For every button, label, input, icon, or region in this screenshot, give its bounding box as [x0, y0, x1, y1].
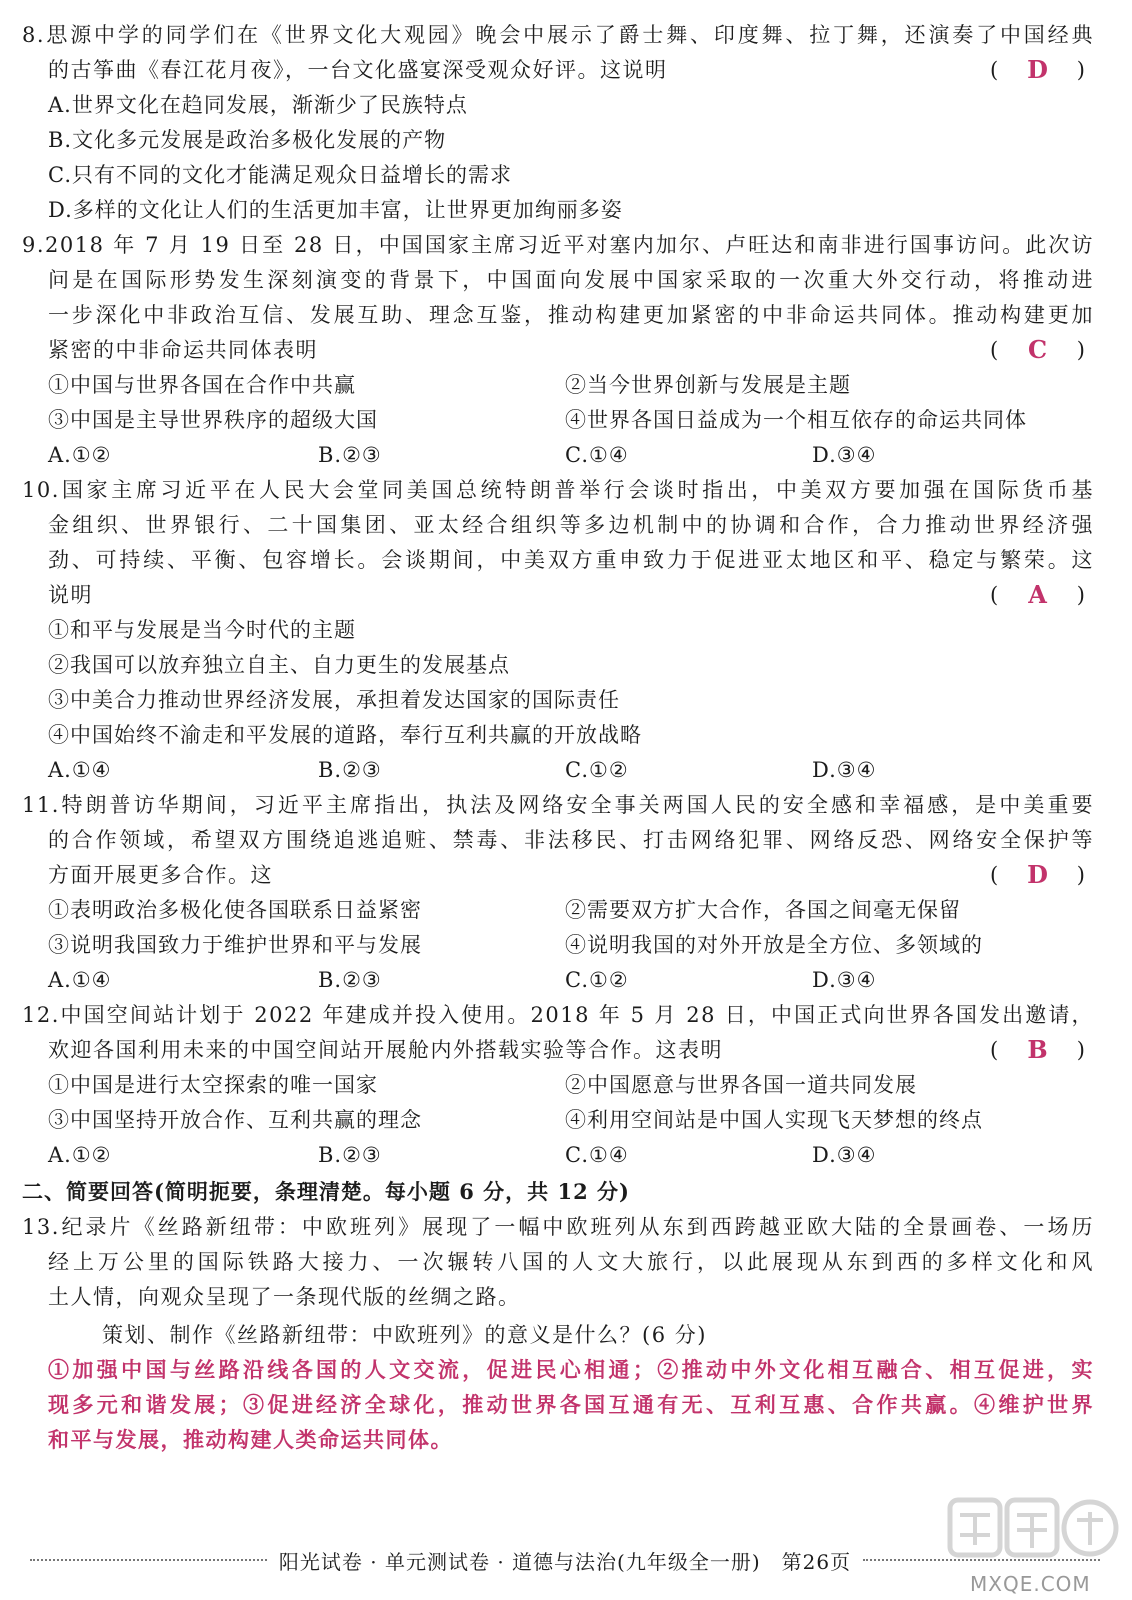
- q8-answer-letter: D: [1027, 55, 1048, 84]
- q12-item-2: ②中国愿意与世界各国一道共同发展: [565, 1073, 917, 1097]
- q12-item-1: ①中国是进行太空探索的唯一国家: [48, 1073, 378, 1097]
- q11-stem-line-3: 方面开展更多合作。这: [48, 863, 273, 887]
- paren-close: ): [1076, 583, 1085, 607]
- q13-answer-line-2: 现多元和谐发展；③促进经济全球化，推动世界各国互通有无、互利互惠、合作共赢。④维护世界: [48, 1392, 1094, 1417]
- q11-item-3: ③说明我国致力于维护世界和平与发展: [48, 933, 422, 957]
- paren-open: (: [990, 58, 999, 82]
- q12-item-4: ④利用空间站是中国人实现飞天梦想的终点: [565, 1108, 983, 1132]
- q9-stem-line-1: 9.2018 年 7 月 19 日至 28 日，中国国家主席习近平对塞内加尔、卢旺达和南非进行国事访问。此次访: [22, 233, 1094, 257]
- q12-choice-c: C.①④: [565, 1143, 629, 1167]
- q9-choice-d: D.③④: [812, 443, 877, 467]
- q10-item-3: ③中美合力推动世界经济发展，承担着发达国家的国际责任: [48, 688, 620, 712]
- q11-item-1: ①表明政治多极化使各国联系日益紧密: [48, 898, 422, 922]
- page-footer: [30, 1545, 1100, 1575]
- q10-answer-letter: A: [1028, 580, 1047, 609]
- q8-stem-line-2: 的古筝曲《春江花月夜》，一台文化盛宴深受观众好评。这说明: [48, 58, 668, 82]
- paren-open: (: [990, 338, 999, 362]
- footer-dotted-rule-left: [30, 1559, 267, 1561]
- q11-choice-b: B.②③: [318, 968, 382, 992]
- q11-choice-d: D.③④: [812, 968, 877, 992]
- q11-stem-line-1: 11.特朗普访华期间，习近平主席指出，执法及网络安全事关两国人民的安全感和幸福感，是中美重要: [22, 793, 1094, 817]
- q11-answer-letter: D: [1027, 860, 1048, 889]
- q8-answer: [990, 55, 1085, 85]
- q10-choice-a: A.①④: [48, 758, 112, 782]
- q10-choice-d: D.③④: [812, 758, 877, 782]
- q10-answer: [990, 580, 1085, 610]
- q13-stem-line-2: 经上万公里的国际铁路大接力、一次辗转八国的人文大旅行，以此展现从东到西的多样文化和风: [48, 1250, 1094, 1274]
- q9-answer: [990, 335, 1085, 365]
- footer-text: 阳光试卷 · 单元测试卷 · 道德与法治(九年级全一册) 第26页: [278, 1549, 852, 1574]
- paren-open: (: [990, 583, 999, 607]
- q9-choice-c: C.①④: [565, 443, 629, 467]
- paren-open: (: [990, 1038, 999, 1062]
- q13-stem-line-1: 13.纪录片《丝路新纽带：中欧班列》展现了一幅中欧班列从东到西跨越亚欧大陆的全景画卷、一场历: [22, 1215, 1094, 1239]
- q9-item-2: ②当今世界创新与发展是主题: [565, 373, 851, 397]
- q8-option-c: C.只有不同的文化才能满足观众日益增长的需求: [48, 163, 512, 187]
- q8-option-b: B.文化多元发展是政治多极化发展的产物: [48, 128, 447, 152]
- q8-option-a: A.世界文化在趋同发展，渐渐少了民族特点: [48, 93, 468, 117]
- q12-answer: [990, 1035, 1085, 1065]
- paren-close: ): [1076, 338, 1085, 362]
- q10-item-4: ④中国始终不渝走和平发展的道路，奉行互利共赢的开放战略: [48, 723, 642, 747]
- q13-prompt: 策划、制作《丝路新纽带：中欧班列》的意义是什么？(6 分): [102, 1323, 707, 1347]
- q12-choice-b: B.②③: [318, 1143, 382, 1167]
- q9-item-4: ④世界各国日益成为一个相互依存的命运共同体: [565, 408, 1027, 432]
- q10-item-1: ①和平与发展是当今时代的主题: [48, 618, 356, 642]
- q12-answer-letter: B: [1027, 1035, 1048, 1064]
- q13-stem-line-3: 土人情，向观众呈现了一条现代版的丝绸之路。: [48, 1285, 521, 1309]
- paren-close: ): [1076, 1038, 1085, 1062]
- q11-item-2: ②需要双方扩大合作，各国之间毫无保留: [565, 898, 961, 922]
- q8-stem-line-1: 8.思源中学的同学们在《世界文化大观园》晚会中展示了爵士舞、印度舞、拉丁舞，还演奏了中国经典: [22, 23, 1094, 47]
- paren-open: (: [990, 863, 999, 887]
- q11-stem-line-2: 的合作领域，希望双方围绕追逃追赃、禁毒、非法移民、打击网络犯罪、网络反恐、网络安全保护等: [48, 828, 1094, 852]
- q10-choice-c: C.①②: [565, 758, 629, 782]
- q10-stem-line-1: 10.国家主席习近平在人民大会堂同美国总统特朗普举行会谈时指出，中美双方要加强在国际货币基: [22, 478, 1094, 502]
- q9-stem-line-2: 问是在国际形势发生深刻演变的背景下，中国面向发展中国家采取的一次重大外交行动，将推动进: [48, 268, 1094, 292]
- q12-choice-d: D.③④: [812, 1143, 877, 1167]
- q10-item-2: ②我国可以放弃独立自主、自力更生的发展基点: [48, 653, 510, 677]
- q12-choice-a: A.①②: [48, 1143, 112, 1167]
- q9-choice-b: B.②③: [318, 443, 382, 467]
- q13-answer-line-3: 和平与发展，推动构建人类命运共同体。: [48, 1427, 453, 1452]
- q9-choice-a: A.①②: [48, 443, 112, 467]
- watermark-text: MXQE.COM: [970, 1572, 1091, 1596]
- q10-stem-line-4: 说明: [48, 583, 93, 607]
- q10-choice-b: B.②③: [318, 758, 382, 782]
- q10-stem-line-2: 金组织、世界银行、二十国集团、亚太经合组织等多边机制中的协调和合作，合力推动世界经济强: [48, 513, 1094, 537]
- q9-item-1: ①中国与世界各国在合作中共赢: [48, 373, 356, 397]
- q12-stem-line-1: 12.中国空间站计划于 2022 年建成并投入使用。2018 年 5 月 28 日，中国正式向世界各国发出邀请，: [22, 1003, 1094, 1027]
- q12-stem-line-2: 欢迎各国利用未来的中国空间站开展舱内外搭载实验等合作。这表明: [48, 1038, 723, 1062]
- section-heading: 二、简要回答(简明扼要，条理清楚。每小题 6 分，共 12 分): [22, 1179, 630, 1204]
- q9-stem-line-4: 紧密的中非命运共同体表明: [48, 338, 318, 362]
- q9-item-3: ③中国是主导世界秩序的超级大国: [48, 408, 378, 432]
- q12-item-3: ③中国坚持开放合作、互利共赢的理念: [48, 1108, 422, 1132]
- paren-close: ): [1076, 58, 1085, 82]
- q8-option-d: D.多样的文化让人们的生活更加丰富，让世界更加绚丽多姿: [48, 198, 623, 222]
- watermark-logo-icon: [945, 1490, 1120, 1580]
- q13-answer-line-1: ①加强中国与丝路沿线各国的人文交流，促进民心相通；②推动中外文化相互融合、相互促进，实: [48, 1357, 1094, 1382]
- q11-choice-a: A.①④: [48, 968, 112, 992]
- q11-choice-c: C.①②: [565, 968, 629, 992]
- q9-answer-letter: C: [1027, 335, 1048, 364]
- q11-answer: [990, 860, 1085, 890]
- paren-close: ): [1076, 863, 1085, 887]
- q9-stem-line-3: 一步深化中非政治互信、发展互助、理念互鉴，推动构建更加紧密的中非命运共同体。推动构建更加: [48, 303, 1094, 327]
- q10-stem-line-3: 劲、可持续、平衡、包容增长。会谈期间，中美双方重申致力于促进亚太地区和平、稳定与繁荣。这: [48, 548, 1094, 572]
- q11-item-4: ④说明我国的对外开放是全方位、多领域的: [565, 933, 983, 957]
